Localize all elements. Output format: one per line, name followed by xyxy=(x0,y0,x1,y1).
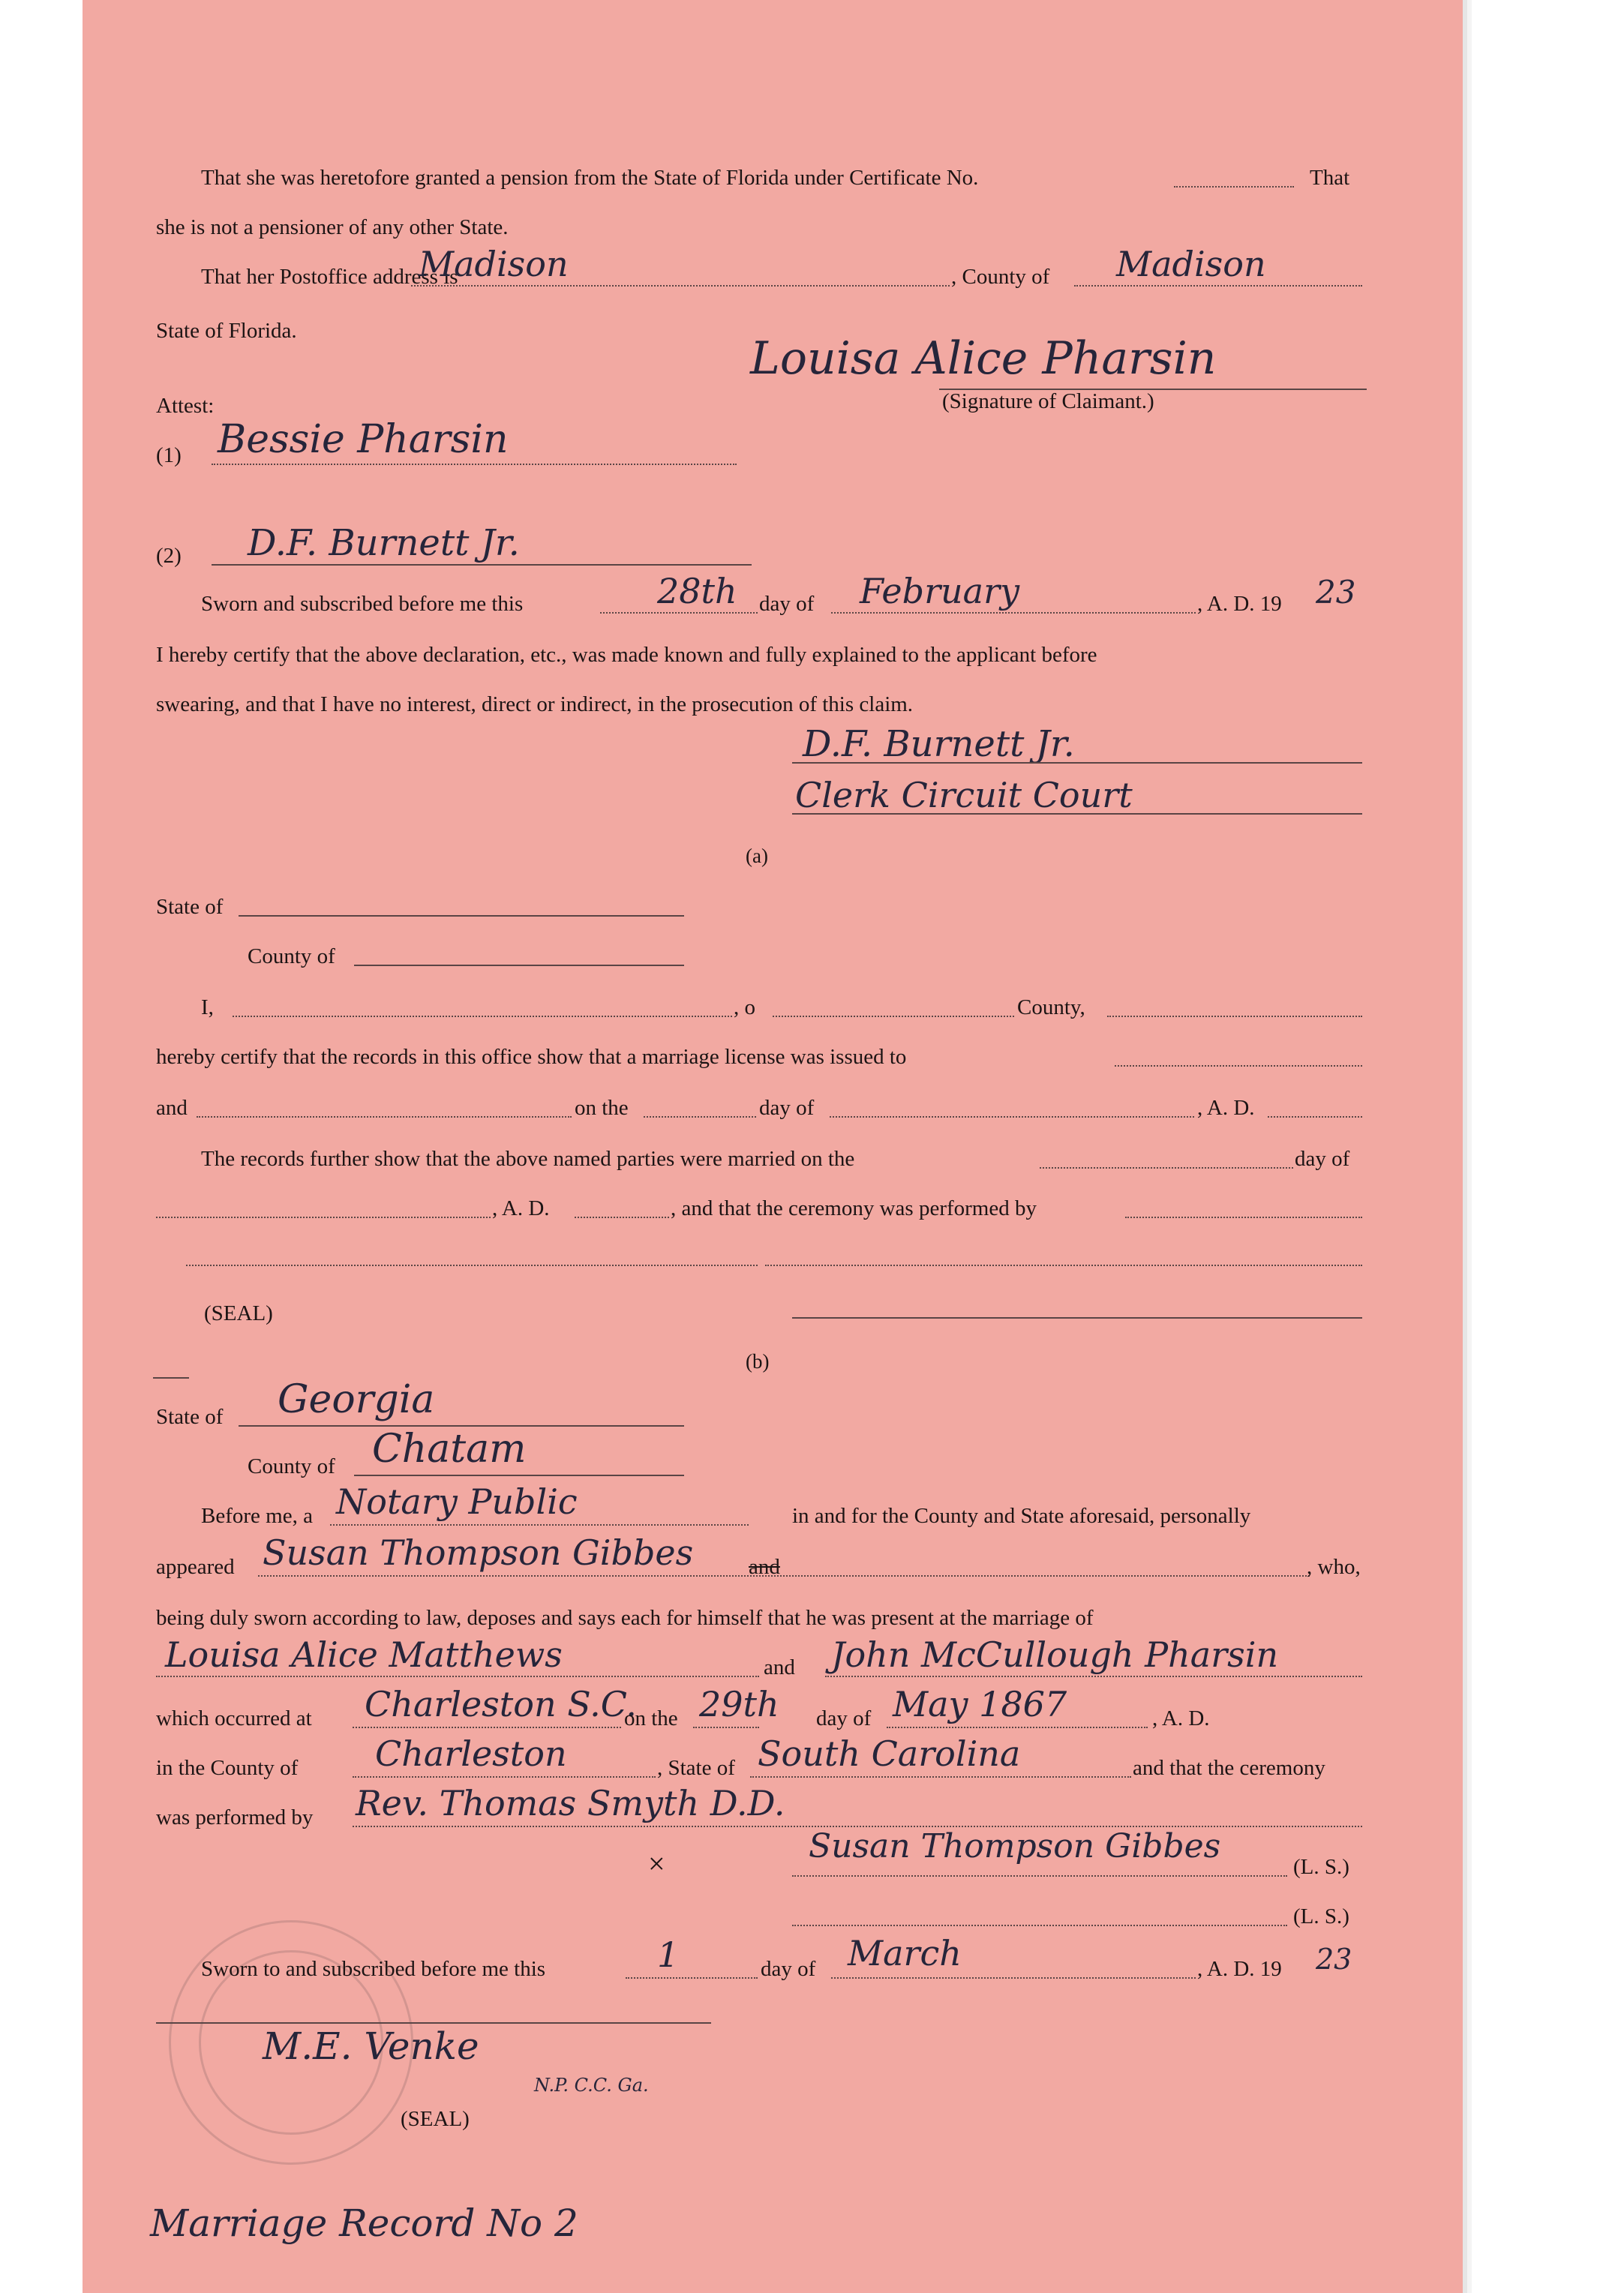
pension-statement: That she was heretofore granted a pension from the State of Florida under Certificate No. xyxy=(201,166,979,190)
b-appeared-label: appeared xyxy=(156,1555,235,1579)
a-license-month-line[interactable] xyxy=(830,1116,1194,1118)
b-county2-value: Charleston xyxy=(375,1733,567,1774)
b-witness-sig-line[interactable] xyxy=(792,1875,1287,1877)
a-day-of-label: day of xyxy=(759,1096,815,1120)
a-day-of2-label: day of xyxy=(1295,1147,1350,1171)
pension-statement-end: That xyxy=(1310,166,1350,190)
a-county2-label: County, xyxy=(1017,995,1085,1019)
b-state-of-label: , State of xyxy=(657,1756,735,1780)
b-state2-line[interactable] xyxy=(750,1776,1131,1778)
a-signature-line[interactable] xyxy=(792,1317,1362,1319)
b-marriage-day: 29th xyxy=(699,1684,779,1724)
a-records-text: The records further show that the above named parties were married on the xyxy=(201,1147,855,1171)
postoffice-line[interactable] xyxy=(411,285,950,287)
b-officiant-value: Rev. Thomas Smyth D.D. xyxy=(356,1783,785,1823)
certify-line-1: I hereby certify that the above declaration, etc., was made known and fully explained to the applicant before xyxy=(156,643,1097,667)
b-performed-label: was performed by xyxy=(156,1805,314,1829)
b-marriage-day-line[interactable] xyxy=(693,1727,759,1728)
b-state2-value: South Carolina xyxy=(758,1733,1021,1774)
state-of-florida: State of Florida. xyxy=(156,319,297,343)
clerk-title-line xyxy=(792,813,1362,815)
a-married-month-line[interactable] xyxy=(156,1217,491,1218)
b-bride-line[interactable] xyxy=(156,1676,759,1677)
clerk-signature: D.F. Burnett Jr. xyxy=(803,723,1075,765)
certify-line-2: swearing, and that I have no interest, direct or indirect, in the prosecution of this claim. xyxy=(156,692,914,716)
clerk-title: Clerk Circuit Court xyxy=(795,775,1133,815)
b-in-county-label: in the County of xyxy=(156,1756,299,1780)
a-officiant-line-2b[interactable] xyxy=(765,1265,1362,1266)
pensioner-statement: she is not a pensioner of any other State. xyxy=(156,215,509,239)
a-state-label: State of xyxy=(156,895,224,919)
b-witness-line[interactable] xyxy=(258,1575,1310,1577)
sworn-1-day-of: day of xyxy=(759,592,815,616)
b-place-value: Charleston S.C. xyxy=(365,1684,637,1724)
marriage-record-note: Marriage Record No 2 xyxy=(150,2201,578,2245)
b-and-struck: and xyxy=(749,1555,780,1579)
a-office-line[interactable] xyxy=(773,1016,1014,1017)
sworn-2-day: 1 xyxy=(657,1934,680,1975)
postoffice-value: Madison xyxy=(419,244,569,284)
sworn-2-ad: , A. D. 19 xyxy=(1197,1957,1282,1981)
b-who-label: , who, xyxy=(1307,1555,1361,1579)
notary-signature-line xyxy=(156,2022,711,2024)
b-bride-name: Louisa Alice Matthews xyxy=(165,1634,563,1675)
sworn-1-month-line[interactable] xyxy=(831,612,1196,614)
a-name-line[interactable] xyxy=(233,1016,732,1017)
witness-2-signature: D.F. Burnett Jr. xyxy=(248,522,520,564)
section-a-marker: (a) xyxy=(746,845,768,867)
b-margin-dash xyxy=(153,1377,189,1379)
b-occurred-label: which occurred at xyxy=(156,1706,312,1730)
b-state-label: State of xyxy=(156,1405,224,1429)
b-county-value: Chatam xyxy=(372,1427,527,1472)
a-and-name-line[interactable] xyxy=(197,1116,572,1118)
b-county2-line[interactable] xyxy=(353,1776,656,1778)
witness-2-number: (2) xyxy=(156,544,182,568)
b-groom-name: John McCullough Pharsin xyxy=(831,1634,1279,1675)
a-ceremony-text: , and that the ceremony was performed by xyxy=(671,1196,1037,1220)
notary-signature: M.E. Venke xyxy=(263,2024,479,2068)
claimant-signature: Louisa Alice Pharsin xyxy=(750,332,1217,385)
a-o-label: , o xyxy=(734,995,755,1019)
clerk-signature-line xyxy=(792,762,1362,764)
b-witness-signature: Susan Thompson Gibbes xyxy=(809,1827,1221,1865)
sworn-statement-1: Sworn and subscribed before me this xyxy=(201,592,524,616)
b-county-label: County of xyxy=(248,1454,335,1478)
b-day-of-label: day of xyxy=(816,1706,872,1730)
a-ad-label: , A. D. xyxy=(1197,1096,1255,1120)
b-witness-sig-line-2[interactable] xyxy=(792,1925,1287,1926)
section-b-marker: (b) xyxy=(746,1350,770,1373)
a-seal: (SEAL) xyxy=(204,1301,273,1325)
witness-1-signature: Bessie Pharsin xyxy=(218,417,509,462)
attest-label: Attest: xyxy=(156,394,215,418)
postoffice-label: That her Postoffice address is xyxy=(201,265,458,289)
a-county-label: County of xyxy=(248,944,335,968)
claimant-signature-caption: (Signature of Claimant.) xyxy=(942,389,1154,413)
a-license-name-line[interactable] xyxy=(1115,1065,1362,1067)
b-marriage-date: May 1867 xyxy=(893,1684,1067,1724)
a-county-line[interactable] xyxy=(354,965,684,966)
b-before-me-label: Before me, a xyxy=(201,1504,313,1528)
county-line[interactable] xyxy=(1074,285,1362,287)
b-county-line[interactable] xyxy=(354,1475,684,1476)
notary-note: N.P. C.C. Ga. xyxy=(534,2075,649,2096)
a-license-day-line[interactable] xyxy=(644,1116,756,1118)
a-i-label: I, xyxy=(201,995,214,1019)
b-on-the-label: on the xyxy=(624,1706,678,1730)
sworn-2-day-line[interactable] xyxy=(626,1977,758,1979)
a-license-year-line[interactable] xyxy=(1268,1116,1362,1118)
a-officiant-line[interactable] xyxy=(1125,1217,1362,1218)
sworn-statement-2: Sworn to and subscribed before me this xyxy=(201,1957,546,1981)
sworn-2-day-of: day of xyxy=(761,1957,816,1981)
b-x-mark: × xyxy=(648,1847,665,1880)
a-ad2-label: , A. D. xyxy=(492,1196,550,1220)
sworn-2-month-line[interactable] xyxy=(831,1977,1196,1979)
b-sworn-text: being duly sworn according to law, deposes and says each for himself that he was present at the marriage of xyxy=(156,1606,1094,1630)
b-and-label: and xyxy=(764,1655,795,1679)
b-marriage-date-line[interactable] xyxy=(887,1727,1148,1728)
sworn-2-seal: (SEAL) xyxy=(401,2107,470,2131)
b-ad-label: , A. D. xyxy=(1152,1706,1210,1730)
b-witness-name: Susan Thompson Gibbes xyxy=(263,1532,694,1573)
a-on-the-label: on the xyxy=(575,1096,629,1120)
sworn-1-year: 23 xyxy=(1316,574,1356,611)
sworn-1-month: February xyxy=(860,571,1020,611)
b-place-line[interactable] xyxy=(353,1727,621,1728)
a-married-year-line[interactable] xyxy=(575,1217,669,1218)
b-before-me-text: in and for the County and State aforesaid, personally xyxy=(792,1504,1251,1528)
certificate-number-line[interactable] xyxy=(1174,186,1294,188)
a-license-text: hereby certify that the records in this office show that a marriage license was issued to xyxy=(156,1045,907,1069)
b-officer-value: Notary Public xyxy=(336,1481,578,1522)
sworn-2-year: 23 xyxy=(1316,1943,1352,1976)
b-groom-line[interactable] xyxy=(825,1676,1362,1677)
sworn-1-day: 28th xyxy=(657,571,737,611)
b-officer-line[interactable] xyxy=(330,1524,749,1526)
county-label: , County of xyxy=(951,265,1050,289)
a-county2-line[interactable] xyxy=(1107,1016,1362,1017)
county-value: Madison xyxy=(1116,244,1266,284)
b-state-value: Georgia xyxy=(278,1377,435,1422)
sworn-1-day-line[interactable] xyxy=(600,612,758,614)
sworn-2-month: March xyxy=(848,1933,962,1973)
a-and-label: and xyxy=(156,1096,188,1120)
witness-2-line[interactable] xyxy=(212,564,752,566)
witness-1-number: (1) xyxy=(156,443,182,467)
b-ls-1: (L. S.) xyxy=(1293,1855,1349,1879)
sworn-1-ad: , A. D. 19 xyxy=(1197,592,1282,616)
a-officiant-line-2a[interactable] xyxy=(186,1265,758,1266)
a-state-line[interactable] xyxy=(239,915,684,917)
b-ls-2: (L. S.) xyxy=(1293,1904,1349,1928)
b-ceremony-end: and that the ceremony xyxy=(1133,1756,1325,1780)
witness-1-line[interactable] xyxy=(212,464,737,465)
a-married-day-line[interactable] xyxy=(1040,1167,1293,1169)
